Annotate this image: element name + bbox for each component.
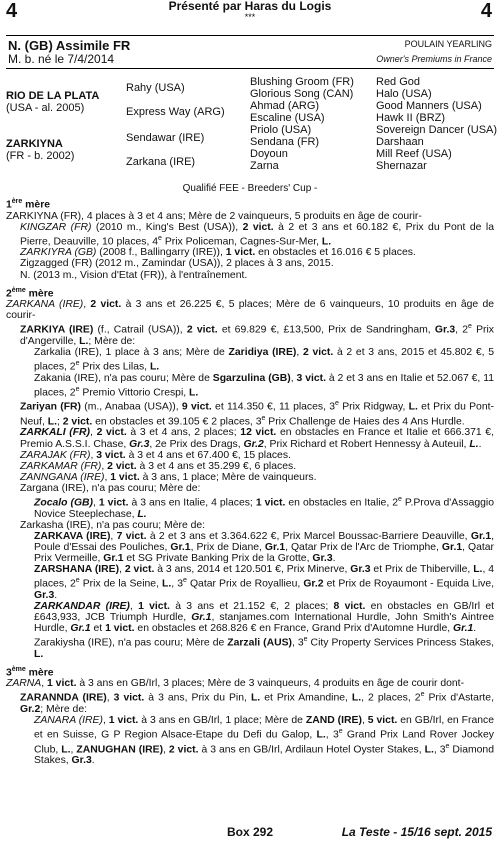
para-zarajak: ZARAJAK (FR), 3 vict. à 3 et 4 ans et 67.400 €, 15 places. bbox=[20, 449, 291, 461]
gg-4: Priolo (USA) bbox=[250, 124, 312, 136]
ggg-4: Sovereign Dancer (USA) bbox=[376, 124, 498, 136]
para-zarkava: ZARKAVA (IRE), 7 vict. à 2 et 3 ans et 3.364.622 €, Prix Marcel Boussac-Barriere Deauville, Gr.1, Poule d'Essai des Pouliches, Gr.1, Prix de Diane, Gr.1, Qatar Prix de l'Arc de Triomphe, Gr.1, Qatar Prix Vermeille, Gr.1 et SG Private Banking Prix de la Grotte, Gr.3. bbox=[34, 530, 494, 564]
ggg-2: Good Manners (USA) bbox=[376, 100, 482, 112]
para-zarannda: ZARANNDA (IRE), 3 vict. à 3 ans, Prix du Pin, L. et Prix Amandine, L., 2 places, 2e Prix d'Astarte, Gr.2; Mère de: bbox=[20, 691, 494, 715]
para-zanngana: ZANNGANA (IRE), 1 vict. à 3 ans, 1 place; Mère de vainqueurs. bbox=[20, 471, 317, 483]
gg-1: Glorious Song (CAN) bbox=[250, 88, 354, 100]
gg-6: Doyoun bbox=[250, 148, 288, 160]
page-header bbox=[0, 0, 500, 26]
pedigree-table bbox=[6, 76, 498, 176]
para-zakania: Zakania (IRE), n'a pas couru; Mère de Sgarzulina (GB), 3 vict. à 2 et 3 ans en Italie et 52.067 €, 11 places, 2e Premio Vittorio Crespi, L. bbox=[34, 372, 494, 399]
para-zarshana: ZARSHANA (IRE), 2 vict. à 3 ans, 2014 et 120.501 €, Prix Minerve, Gr.3 et Prix de Thiberville, L., 4 places, 2e Prix de la Seine, L., 3e Qatar Prix de Royallieu, Gr.2 et Prix de Royaumont - Equida Live, Gr.3. bbox=[34, 564, 495, 601]
ggg-7: Shernazar bbox=[376, 160, 427, 172]
para-zariyan: Zariyan (FR) (m., Anabaa (USA)), 9 vict. et 114.350 €, 11 places, 3e Prix Ridgway, L. et Prix du Pont-Neuf, L.; 2 vict. en obstacles et 39.105 € 2 places, 3e Prix Challenge de Haies des 4 Ans Hurdle. bbox=[20, 400, 494, 428]
gg-7: Zarna bbox=[250, 160, 279, 172]
box-number: Box 292 bbox=[226, 825, 274, 839]
ggg-6: Mill Reef (USA) bbox=[376, 148, 452, 160]
ggg-5: Darshaan bbox=[376, 136, 424, 148]
horse-sex: POULAIN YEARLING bbox=[404, 39, 492, 49]
sire-info: (USA - al. 2005) bbox=[6, 102, 85, 114]
qualification: Qualifié FEE - Breeders' Cup - bbox=[182, 183, 318, 194]
para-zarkalia: Zarkalia (IRE), 1 place à 3 ans; Mère de Zaridiya (IRE), 2 vict. à 2 et 3 ans, 2015 et 45.802 €, 5 places, 2e Prix des Lilas, L. bbox=[34, 347, 494, 373]
heading-2eme-mere: 2ème mère bbox=[6, 286, 54, 300]
heading-3eme-mere: 3ème mère bbox=[6, 665, 54, 679]
para-zanara: ZANARA (IRE), 1 vict. à 3 ans en GB/Irl, 1 place; Mère de ZAND (IRE), 5 vict. en GB/Irl, en France et en Suisse, G P Region Alsace-Etape du Defi du Galop, L., 3e Grand Prix Land Rover Jockey Club, L., ZANUGHAN (IRE), 2 vict. à 3 ans en GB/Irl, Ardilaun Hotel Oyster Stakes, L., 3e Diamond Stakes, Gr.3. bbox=[34, 715, 495, 767]
horse-name: N. (GB) Assimile FR bbox=[8, 38, 131, 53]
para-zocalo: Zocalo (GB), 1 vict. à 3 ans en Italie, 4 places; 1 vict. en obstacles en Italie, 2e P.Prova d'Assaggio Novice Steeplechase, L. bbox=[34, 496, 495, 520]
grandsire-4: Zarkana (IRE) bbox=[126, 156, 196, 168]
para-zarkandar: ZARKANDAR (IRE), 1 vict. à 3 ans et 21.152 €, 2 places; 8 vict. en obstacles en GB/Irl et £643,933, JCB Triumph Hurdle, Gr.1, stanjames.com International Hurdle, John Smith's Aintree Hurdle, Gr.1 et 1 vict. en obstacles et 268.826 € en France, Grand Prix d'Automne Hurdle, Gr.1. bbox=[34, 600, 495, 634]
para-zarkali: ZARKALI (FR), 2 vict. à 3 et 4 ans, 2 places; 12 vict. en obstacles en France et Italie et 666.371 €, Premio A.S.S.I. Chase, Gr.3, 2e Prix des Drags, Gr.2, Prix Richard et Robert Hennessy à Auteuil, L.. bbox=[20, 427, 494, 450]
para-zarkana: ZARKANA (IRE), 2 vict. à 3 ans et 26.225 €, 5 places; Mère de 6 vainqueurs, 10 produits en âge de courir- bbox=[6, 299, 494, 322]
presented-by: Présenté par Haras du Logis bbox=[168, 0, 332, 13]
para-zarkiya: ZARKIYA (IRE) (f., Catrail (USA)), 2 vict. et 69.829 €, £13,500, Prix de Sandringham, Gr.3, 2e Prix d'Angerville, L.; Mère de: bbox=[20, 323, 494, 347]
para-zarkiyna: ZARKIYNA (FR), 4 places à 3 et 4 ans; Mère de 2 vainqueurs, 5 produits en âge de courir- bbox=[6, 210, 422, 222]
para-zarkiyra: ZARKIYRA (GB) (2008 f., Ballingarry (IRE)), 1 vict. en obstacles et 16.016 € 5 places. bbox=[20, 247, 416, 259]
para-zargana: Zargana (IRE), n'a pas couru; Mère de: bbox=[20, 482, 201, 494]
dam-line-text bbox=[6, 196, 494, 766]
heading-1ere-mere: 1ère mère bbox=[6, 198, 51, 211]
para-zarkamar: ZARKAMAR (FR), 2 vict. à 3 et 4 ans et 35.299 €, 6 places. bbox=[20, 460, 297, 472]
lot-number-right: 4 bbox=[480, 0, 492, 22]
para-kingzar: KINGZAR (FR) (2010 m., King's Best (USA)), 2 vict. à 2 et 3 ans et 60.182 €, Prix du Pont de la Pierre, Deauville, 10 places, 4e Prix Policeman, Cagnes-Sur-Mer, L. bbox=[20, 221, 495, 248]
lot-number: 4 bbox=[6, 0, 18, 22]
horse-birth: M. b. né le 7/4/2014 bbox=[8, 52, 115, 66]
dam-info: (FR - b. 2002) bbox=[6, 150, 75, 162]
para-zarna: ZARNA, 1 vict. à 3 ans en GB/Irl, 3 places; Mère de 3 vainqueurs, 4 produits en âge de courir dont- bbox=[6, 678, 465, 690]
horse-name-bar bbox=[6, 35, 494, 69]
gg-0: Blushing Groom (FR) bbox=[250, 76, 354, 88]
grandsire-2: Express Way (ARG) bbox=[126, 106, 225, 118]
sale-info: La Teste - 15/16 sept. 2015 bbox=[341, 825, 492, 839]
dam: ZARKIYNA bbox=[6, 138, 63, 150]
gg-3: Escaline (USA) bbox=[250, 112, 325, 124]
ggg-3: Hawk II (BRZ) bbox=[376, 112, 446, 124]
para-n-2013: N. (2013 m., Vision d'Etat (FR)), à l'entraînement. bbox=[20, 269, 248, 281]
para-zigzagged: Zigzagged (FR) (2012 m., Zamindar (USA)), 2 places à 3 ans, 2015. bbox=[20, 258, 334, 270]
stars: *** bbox=[244, 12, 256, 22]
ggg-0: Red God bbox=[376, 76, 421, 88]
para-zarakiysha: Zarakiysha (IRE), n'a pas couru; Mère de Zarzali (AUS), 3e City Property Services Princess Stakes, L. bbox=[34, 636, 494, 660]
gg-2: Ahmad (ARG) bbox=[250, 100, 320, 112]
grandsire-1: Rahy (USA) bbox=[126, 82, 185, 94]
grandsire-3: Sendawar (IRE) bbox=[126, 132, 205, 144]
owners-premiums: Owner's Premiums in France bbox=[376, 54, 492, 64]
page-footer bbox=[0, 825, 500, 841]
para-zarkasha: Zarkasha (IRE), n'a pas couru; Mère de: bbox=[20, 519, 206, 531]
ggg-1: Halo (USA) bbox=[376, 88, 432, 100]
sire: RIO DE LA PLATA bbox=[6, 90, 100, 102]
gg-5: Sendana (FR) bbox=[250, 136, 320, 148]
